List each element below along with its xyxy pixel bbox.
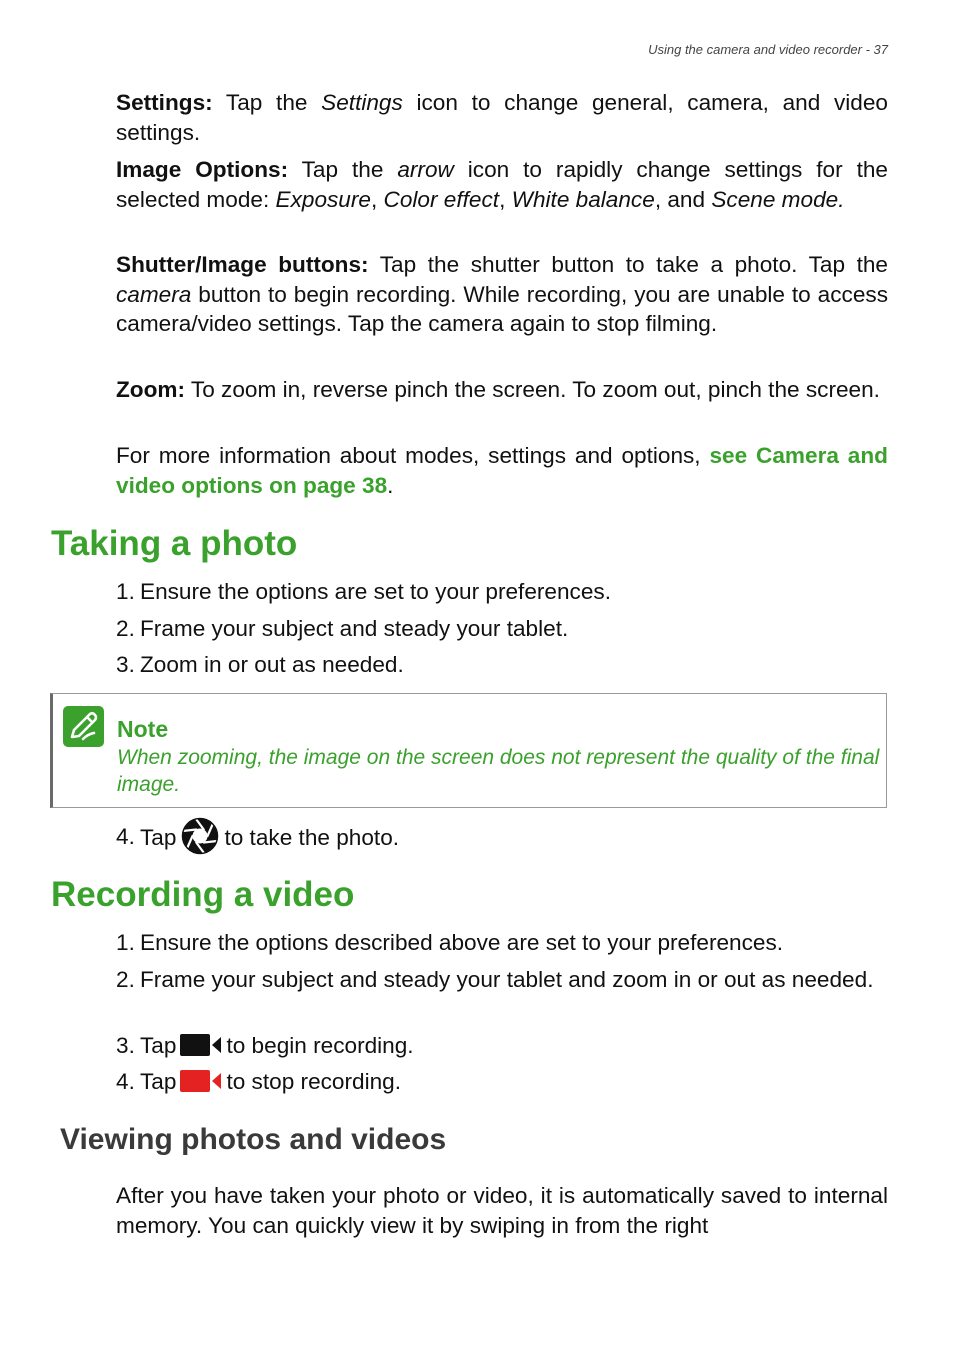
video-camera-recording-icon xyxy=(180,1074,222,1092)
zoom-paragraph: Zoom: To zoom in, reverse pinch the screen. To zoom out, pinch the screen. xyxy=(116,377,880,402)
note-box xyxy=(50,693,887,808)
recording-video-heading: Recording a video xyxy=(51,875,355,914)
list-item: 2. Frame your subject and steady your tablet and zoom in or out as needed. xyxy=(116,967,874,992)
list-item: 2. Frame your subject and steady your tablet. xyxy=(116,616,569,641)
shutter-icon xyxy=(180,822,220,856)
more-info-paragraph: For more information about modes, settings and options, see Camera and video options on page 38. xyxy=(116,443,888,498)
note-title: Note xyxy=(117,716,169,742)
settings-paragraph: Settings: Tap the Settings icon to change general, camera, and video settings. xyxy=(116,90,888,145)
list-item: 4. Tap to stop recording. xyxy=(116,1069,402,1094)
taking-photo-heading: Taking a photo xyxy=(51,524,298,563)
video-camera-icon xyxy=(180,1038,222,1056)
running-header: Using the camera and video recorder - 37 xyxy=(648,42,888,57)
image-options-paragraph: Image Options: Tap the arrow icon to rapidly change settings for the selected mode: Exposure, Color effect, White balance, and Scene mode. xyxy=(116,157,888,212)
note-text: When zooming, the image on the screen does not represent the quality of the final image. xyxy=(117,746,880,796)
viewing-paragraph: After you have taken your photo or video, it is automatically saved to internal memory. You can quickly view it by swiping in from the right xyxy=(116,1183,888,1238)
list-item: 4. Tap to take the photo. xyxy=(116,822,888,856)
list-item: 1. Ensure the options are set to your preferences. xyxy=(116,579,611,604)
shutter-paragraph: Shutter/Image buttons: Tap the shutter button to take a photo. Tap the camera button to begin recording. While recording, you are unable to access camera/video settings. Tap the camera again to stop filming. xyxy=(116,252,888,337)
viewing-heading: Viewing photos and videos xyxy=(60,1123,447,1156)
list-item: 3. Zoom in or out as needed. xyxy=(116,652,404,677)
list-item: 3. Tap to begin recording. xyxy=(116,1033,414,1058)
list-item: 1. Ensure the options described above are set to your preferences. xyxy=(116,930,784,955)
pencil-note-icon xyxy=(63,706,104,747)
camera-options-link[interactable]: see Camera and video options on page 38 xyxy=(116,443,888,498)
